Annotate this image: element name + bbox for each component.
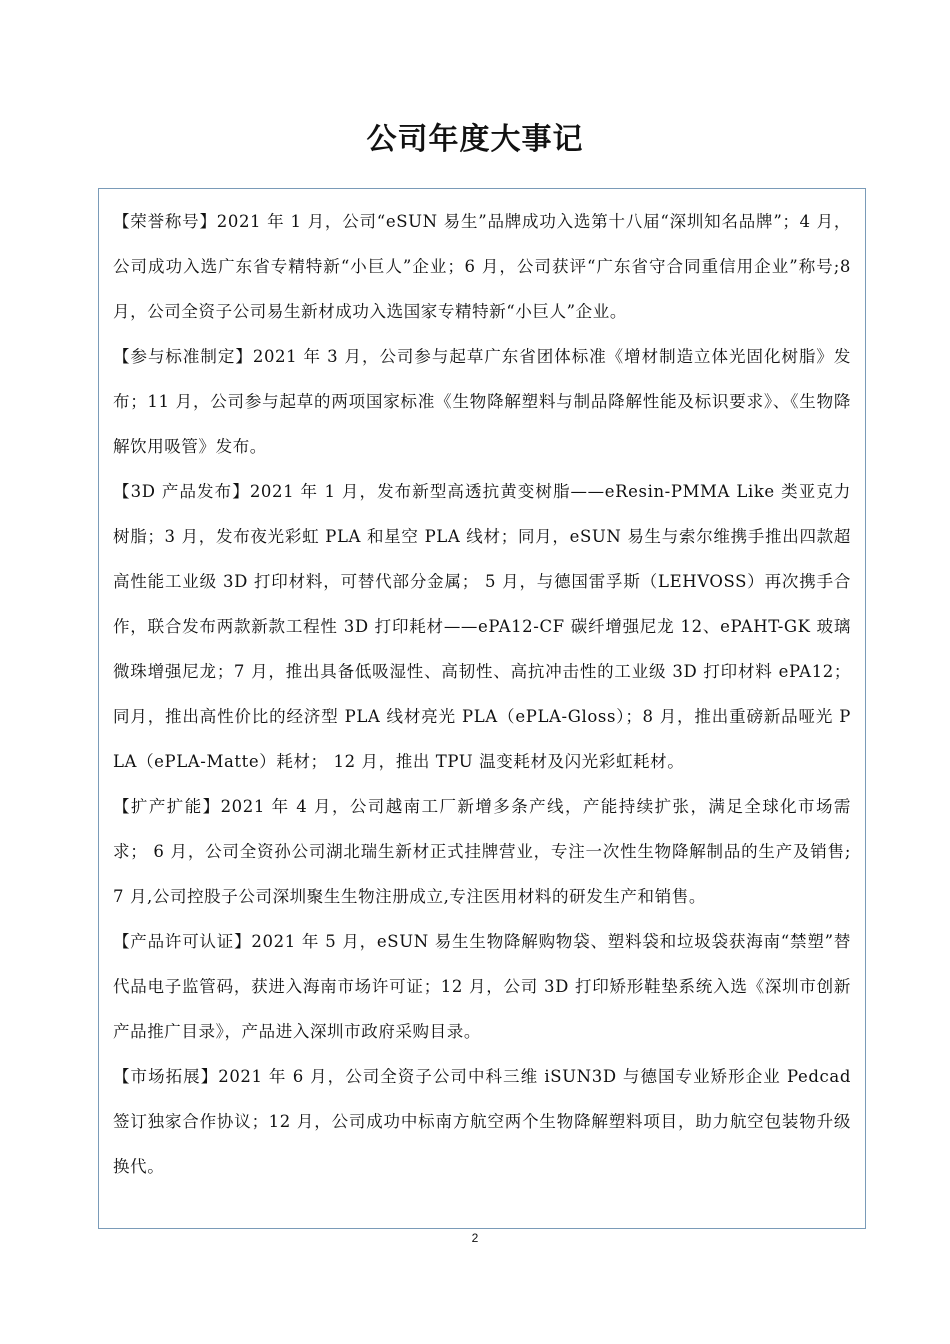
section-tag: 【市场拓展】 xyxy=(113,1067,219,1086)
page-number: 2 xyxy=(471,1231,479,1245)
section-capacity xyxy=(113,784,851,919)
section-tag: 【荣誉称号】 xyxy=(113,212,217,231)
section-text: 2021 年 6 月，公司全资子公司中科三维 iSUN3D 与德国专业矫形企业 Pedcad 签订独家合作协议；12 月，公司成功中标南方航空两个生物降解塑料项目，助力航空包装物升级换代。 xyxy=(113,1067,851,1176)
section-tag: 【3D 产品发布】 xyxy=(113,482,250,501)
section-text: 2021 年 4 月，公司越南工厂新增多条产线，产能持续扩张，满足全球化市场需求； 6 月，公司全资孙公司湖北瑞生新材正式挂牌营业，专注一次性生物降解制品的生产及销售;7 月,公司控股子公司深圳聚生生物注册成立,专注医用材料的研发生产和销售。 xyxy=(113,797,852,906)
section-market xyxy=(113,1054,851,1189)
section-3d-products xyxy=(113,469,851,784)
section-text: 2021 年 1 月，发布新型高透抗黄变树脂——eResin-PMMA Like 类亚克力树脂；3 月，发布夜光彩虹 PLA 和星空 PLA 线材；同月，eSUN 易生与索尔维携手推出四款超高性能工业级 3D 打印材料，可替代部分金属； 5 月，与德国雷孚斯（LEHVOSS）再次携手合作，联合发布两款新款工程性 3D 打印耗材——ePA12-CF 碳纤增强尼龙 12、ePAHT-GK 玻璃微珠增强尼龙；7 月，推出具备低吸湿性、高韧性、高抗冲击性的工业级 3D 打印材料 ePA12；同月，推出高性价比的经济型 PLA 线材亮光 PLA（ePLA-Gloss）；8 月，推出重磅新品哑光 PLA（ePLA-Matte）耗材； 12 月，推出 TPU 温变耗材及闪光彩虹耗材。 xyxy=(113,482,852,771)
section-text: 2021 年 5 月，eSUN 易生生物降解购物袋、塑料袋和垃圾袋获海南“禁塑”替代品电子监管码，获进入海南市场许可证；12 月，公司 3D 打印矫形鞋垫系统入选《深圳市创新产品推广目录》，产品进入深圳市政府采购目录。 xyxy=(113,932,851,1041)
page-title: 公司年度大事记 xyxy=(366,122,584,157)
events-box xyxy=(98,188,866,1229)
section-tag: 【参与标准制定】 xyxy=(113,347,253,366)
section-text: 2021 年 3 月，公司参与起草广东省团体标准《增材制造立体光固化树脂》发布；11 月，公司参与起草的两项国家标准《生物降解塑料与制品降解性能及标识要求》、《生物降解饮用吸管》发布。 xyxy=(113,347,851,456)
section-standards xyxy=(113,334,851,469)
section-text: 2021 年 1 月，公司“eSUN 易生”品牌成功入选第十八届“深圳知名品牌”；4 月，公司成功入选广东省专精特新“小巨人”企业；6 月，公司获评“广东省守合同重信用企业”称号;8 月，公司全资子公司易生新材成功入选国家专精特新“小巨人”企业。 xyxy=(113,212,851,321)
section-certification xyxy=(113,919,851,1054)
section-tag: 【扩产扩能】 xyxy=(113,797,221,816)
section-honors xyxy=(113,199,851,334)
section-tag: 【产品许可认证】 xyxy=(113,932,252,951)
